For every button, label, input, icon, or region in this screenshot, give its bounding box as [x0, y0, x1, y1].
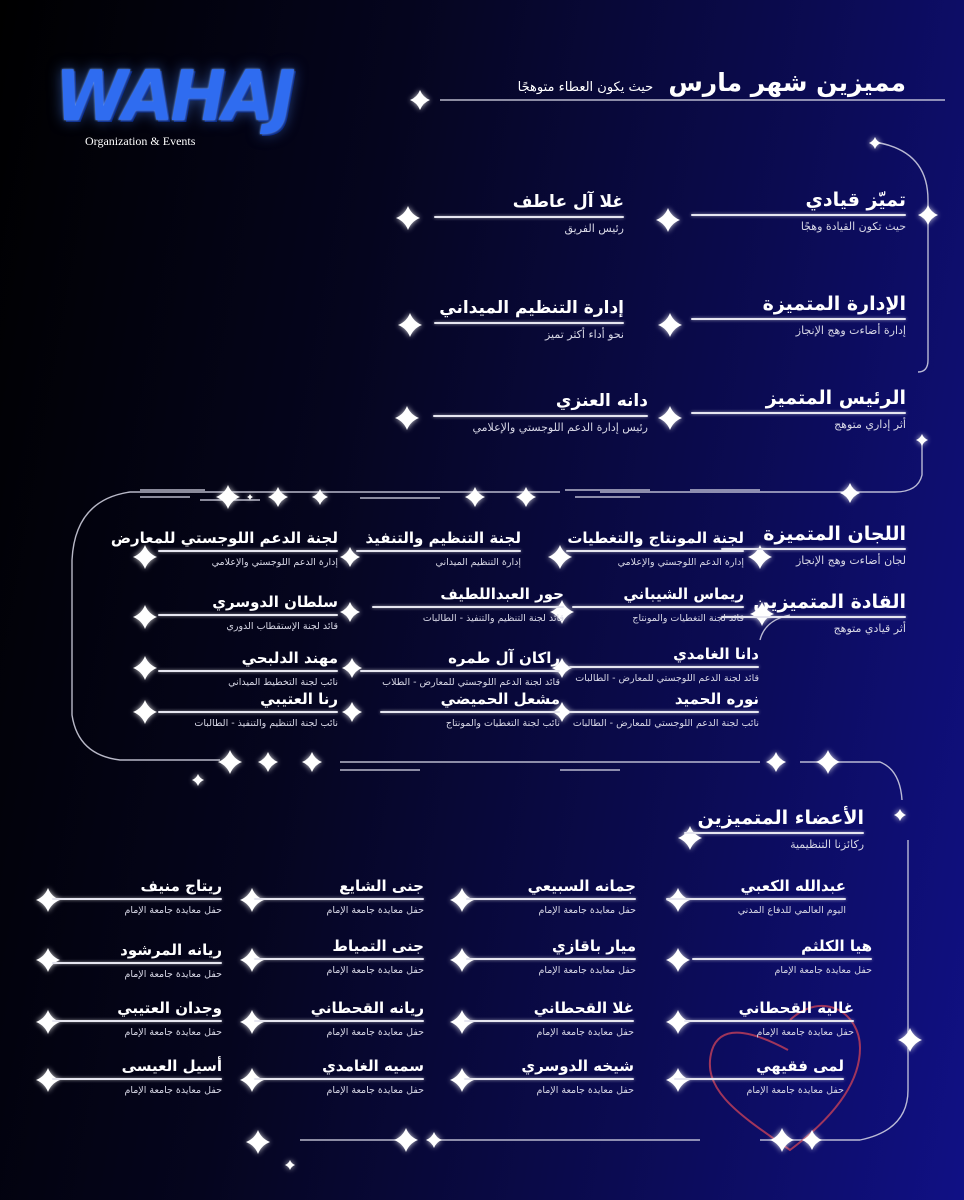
leader-card: [569, 644, 759, 686]
sparkle-star-icon: [268, 487, 288, 507]
sparkle-star-icon: [918, 205, 938, 225]
member-name: جنى الشايع: [339, 877, 424, 895]
sparkle-star-icon: [840, 483, 860, 503]
sparkle-star-icon: [258, 752, 278, 772]
committee-item-2: [356, 528, 521, 570]
leader-role: قائد لجنة الدعم اللوجستي للمعارض - الطالبات: [575, 673, 759, 684]
leader-name: ريماس الشيباني: [623, 585, 744, 603]
sparkle-star-icon: [302, 752, 322, 772]
divider-line: [434, 322, 624, 324]
member-card: [52, 998, 222, 1040]
sparkle-star-icon: [247, 494, 253, 500]
leader-card: [380, 689, 560, 731]
member-card: [692, 936, 872, 978]
divider-line: [666, 898, 846, 900]
leader-role: نائب لجنة التخطيط الميداني: [228, 677, 338, 688]
sparkle-star-icon: [465, 487, 485, 507]
member-card: [52, 1056, 222, 1098]
logo-tagline: Organization & Events: [85, 134, 196, 148]
divider-line: [380, 711, 560, 713]
member-name: شيخه الدوسري: [521, 1057, 634, 1075]
leader-role: نائب لجنة التغطيات والمونتاج: [445, 718, 560, 729]
member-event: حفل معايدة جامعة الإمام: [326, 905, 424, 916]
member-card: [254, 998, 424, 1040]
committee-role: إدارة الدعم اللوجستي والإعلامي: [617, 557, 744, 568]
member-card: [52, 940, 222, 982]
divider-line: [356, 550, 521, 552]
sparkle-star-icon: [133, 545, 157, 569]
leader-card: [158, 689, 338, 731]
department-name: إدارة التنظيم الميداني: [439, 298, 624, 318]
leadership-subtitle: إدارة أضاءت وهج الإنجاز: [795, 324, 906, 337]
divider-line: [52, 1078, 222, 1080]
member-name: أسيل العيسى: [121, 1057, 222, 1075]
logo-wordmark: WAHAJ: [55, 56, 293, 137]
sparkle-star-icon: [133, 700, 157, 724]
divider-line: [52, 898, 222, 900]
leader-name: مهند الدلبحي: [241, 649, 338, 667]
member-name: غاليه القحطاني: [738, 999, 854, 1017]
leadership-title: تميّز قيادي: [805, 189, 906, 211]
page-title-subtitle: حيث يكون العطاء متوهجًا: [517, 80, 654, 95]
sparkle-star-icon: [216, 485, 240, 509]
divider-line: [691, 412, 906, 414]
leader-card: [158, 648, 338, 690]
sparkle-star-icon: [898, 1028, 922, 1052]
member-event: حفل معايدة جامعة الإمام: [124, 1027, 222, 1038]
sparkle-star-icon: [816, 750, 840, 774]
member-name: هيا الكلثم: [801, 937, 872, 955]
divider-line: [254, 1020, 424, 1022]
leader-card: [572, 584, 744, 626]
sparkle-star-icon: [869, 137, 881, 149]
divider-line: [372, 606, 564, 608]
member-event: حفل معايدة جامعة الإمام: [536, 1085, 634, 1096]
divider-line: [464, 1078, 634, 1080]
divider-line: [721, 616, 906, 618]
divider-line: [254, 958, 424, 960]
sparkle-star-icon: [410, 90, 430, 110]
leader-role: قائد لجنة الإستقطاب الدوري: [226, 621, 338, 632]
committee-role: إدارة الدعم اللوجستي والإعلامي: [211, 557, 338, 568]
sparkle-star-icon: [192, 774, 204, 786]
member-event: حفل معايدة جامعة الإمام: [538, 905, 636, 916]
member-name: ريانه المرشود: [120, 941, 222, 959]
member-event: حفل معايدة جامعة الإمام: [124, 969, 222, 980]
leadership-name-block-2: [434, 296, 624, 342]
divider-line: [691, 214, 906, 216]
department-note: نحو أداء أكثر تميز: [544, 328, 624, 341]
page-title-main: مميزين شهر مارس: [668, 68, 906, 97]
divider-line: [572, 606, 744, 608]
leader-card: [158, 592, 338, 634]
divider-line: [254, 1078, 424, 1080]
member-event: حفل معايدة جامعة الإمام: [756, 1027, 854, 1038]
member-card: [254, 1056, 424, 1098]
member-card: [464, 1056, 634, 1098]
sparkle-star-icon: [396, 206, 420, 230]
divider-line: [158, 711, 338, 713]
section-subtitle: ركائزنا التنظيمية: [790, 838, 864, 851]
member-event: حفل معايدة جامعة الإمام: [326, 965, 424, 976]
leadership-title-block-2: [691, 292, 906, 338]
divider-line: [158, 614, 338, 616]
member-card: [666, 876, 846, 918]
divider-line: [691, 318, 906, 320]
person-name: غلا آل عاطف: [512, 192, 624, 212]
divider-line: [254, 898, 424, 900]
committees-section-title: [721, 522, 906, 568]
sparkle-star-icon: [133, 656, 157, 680]
sparkle-star-icon: [916, 434, 928, 446]
divider-line: [52, 962, 222, 964]
leader-name: دانا الغامدي: [673, 645, 759, 663]
member-card: [466, 876, 636, 918]
member-name: سميه الغامدي: [322, 1057, 424, 1075]
page-title: [518, 68, 906, 97]
divider-line: [466, 958, 636, 960]
sparkle-star-icon: [395, 406, 419, 430]
person-name: دانه العنزي: [555, 391, 648, 411]
divider-line: [52, 1020, 222, 1022]
section-title: الأعضاء المتميزين: [697, 807, 864, 829]
leadership-name-block-1: [434, 190, 624, 236]
divider-line: [569, 666, 759, 668]
member-name: عبدالله الكعبي: [740, 877, 846, 895]
leadership-subtitle: أثر إداري متوهج: [834, 418, 906, 431]
committee-item-1: [566, 528, 744, 570]
section-title: اللجان المتميزة: [763, 523, 906, 545]
divider-line: [721, 548, 906, 550]
divider-line: [674, 1078, 844, 1080]
member-name: جنى التمياط: [332, 937, 424, 955]
divider-line: [360, 670, 560, 672]
sparkle-star-icon: [285, 1160, 295, 1170]
sparkle-star-icon: [340, 602, 360, 622]
leader-card: [569, 689, 759, 731]
member-event: اليوم العالمي للدفاع المدني: [737, 905, 846, 916]
leader-name: راكان آل طمره: [448, 649, 560, 667]
section-title: القادة المتميزين: [753, 591, 906, 613]
divider-line: [684, 832, 864, 834]
member-event: حفل معايدة جامعة الإمام: [746, 1085, 844, 1096]
member-card: [674, 1056, 844, 1098]
sparkle-star-icon: [426, 1132, 442, 1148]
sparkle-star-icon: [656, 208, 680, 232]
member-name: ريانه القحطاني: [310, 999, 424, 1017]
member-event: حفل معايدة جامعة الإمام: [124, 905, 222, 916]
sparkle-star-icon: [342, 658, 362, 678]
sparkle-star-icon: [658, 406, 682, 430]
member-card: [464, 998, 634, 1040]
member-event: حفل معايدة جامعة الإمام: [536, 1027, 634, 1038]
leader-name: نوره الحميد: [674, 690, 759, 708]
wahaj-logo: [55, 58, 325, 158]
leadership-title-block-3: [691, 386, 906, 432]
leader-role: قائد لجنة التغطيات والمونتاج: [632, 613, 744, 624]
member-card: [254, 936, 424, 978]
member-card: [52, 876, 222, 918]
sparkle-star-icon: [516, 487, 536, 507]
member-name: وجدان العتيبي: [117, 999, 222, 1017]
divider-line: [434, 216, 624, 218]
committee-item-3: [110, 528, 338, 570]
divider-line: [433, 415, 648, 417]
member-name: لمى فقيهي: [756, 1057, 844, 1075]
sparkle-star-icon: [398, 313, 422, 337]
person-role: رئيس الفريق: [564, 222, 624, 235]
leadership-title-block-1: [691, 188, 906, 234]
leader-card: [360, 648, 560, 690]
leader-name: سلطان الدوسري: [212, 593, 338, 611]
divider-line: [692, 958, 872, 960]
leadership-title: الرئيس المتميز: [765, 387, 906, 409]
section-subtitle: أثر قيادي متوهج: [833, 622, 906, 635]
leader-role: نائب لجنة التنظيم والتنفيذ - الطالبات: [194, 718, 338, 729]
person-role: رئيس إدارة الدعم اللوجستي والإعلامي: [472, 421, 648, 434]
section-subtitle: لجان أضاءت وهج الإنجاز: [795, 554, 906, 567]
member-name: ميار باقازي: [551, 937, 636, 955]
leadership-title: الإدارة المتميزة: [762, 293, 906, 315]
divider-line: [684, 1020, 854, 1022]
sparkle-star-icon: [666, 948, 690, 972]
sparkle-star-icon: [770, 1128, 794, 1152]
member-event: حفل معايدة جامعة الإمام: [124, 1085, 222, 1096]
member-name: ريتاج منيف: [140, 877, 222, 895]
member-event: حفل معايدة جامعة الإمام: [774, 965, 872, 976]
member-card: [254, 876, 424, 918]
member-event: حفل معايدة جامعة الإمام: [326, 1085, 424, 1096]
sparkle-star-icon: [218, 750, 242, 774]
members-section-title: [684, 806, 864, 852]
committee-name: لجنة الدعم اللوجستي للمعارض: [110, 529, 338, 547]
leader-card: [372, 584, 564, 626]
leader-role: نائب لجنة الدعم اللوجستي للمعارض - الطالبات: [572, 718, 759, 729]
member-name: جمانه السبيعي: [527, 877, 636, 895]
member-event: حفل معايدة جامعة الإمام: [326, 1027, 424, 1038]
sparkle-star-icon: [658, 313, 682, 337]
committee-name: لجنة المونتاج والتغطيات: [567, 529, 744, 547]
sparkle-star-icon: [766, 752, 786, 772]
leader-role: قائد لجنة الدعم اللوجستي للمعارض - الطلاب: [382, 677, 560, 688]
divider-line: [158, 550, 338, 552]
leadership-name-block-3: [433, 389, 648, 435]
member-card: [684, 998, 854, 1040]
member-name: غلا القحطاني: [533, 999, 634, 1017]
leadership-subtitle: حيث تكون القيادة وهجًا: [800, 220, 906, 233]
sparkle-star-icon: [342, 702, 362, 722]
sparkle-star-icon: [133, 605, 157, 629]
leader-name: مشعل الحميضي: [440, 690, 560, 708]
committee-name: لجنة التنظيم والتنفيذ: [365, 529, 521, 547]
divider-line: [158, 670, 338, 672]
committee-role: إدارة التنظيم الميداني: [435, 557, 521, 568]
sparkle-star-icon: [894, 809, 906, 821]
member-card: [466, 936, 636, 978]
divider-line: [466, 898, 636, 900]
divider-line: [566, 550, 744, 552]
sparkle-star-icon: [802, 1130, 822, 1150]
leader-name: رنا العتيبي: [260, 690, 338, 708]
member-event: حفل معايدة جامعة الإمام: [538, 965, 636, 976]
divider-line: [464, 1020, 634, 1022]
leaders-section-title: [721, 590, 906, 636]
sparkle-star-icon: [394, 1128, 418, 1152]
leader-role: قائد لجنة التنظيم والتنفيذ - الطالبات: [422, 613, 564, 624]
sparkle-star-icon: [246, 1130, 270, 1154]
leader-name: حور العبداللطيف: [440, 585, 564, 603]
divider-line: [569, 711, 759, 713]
